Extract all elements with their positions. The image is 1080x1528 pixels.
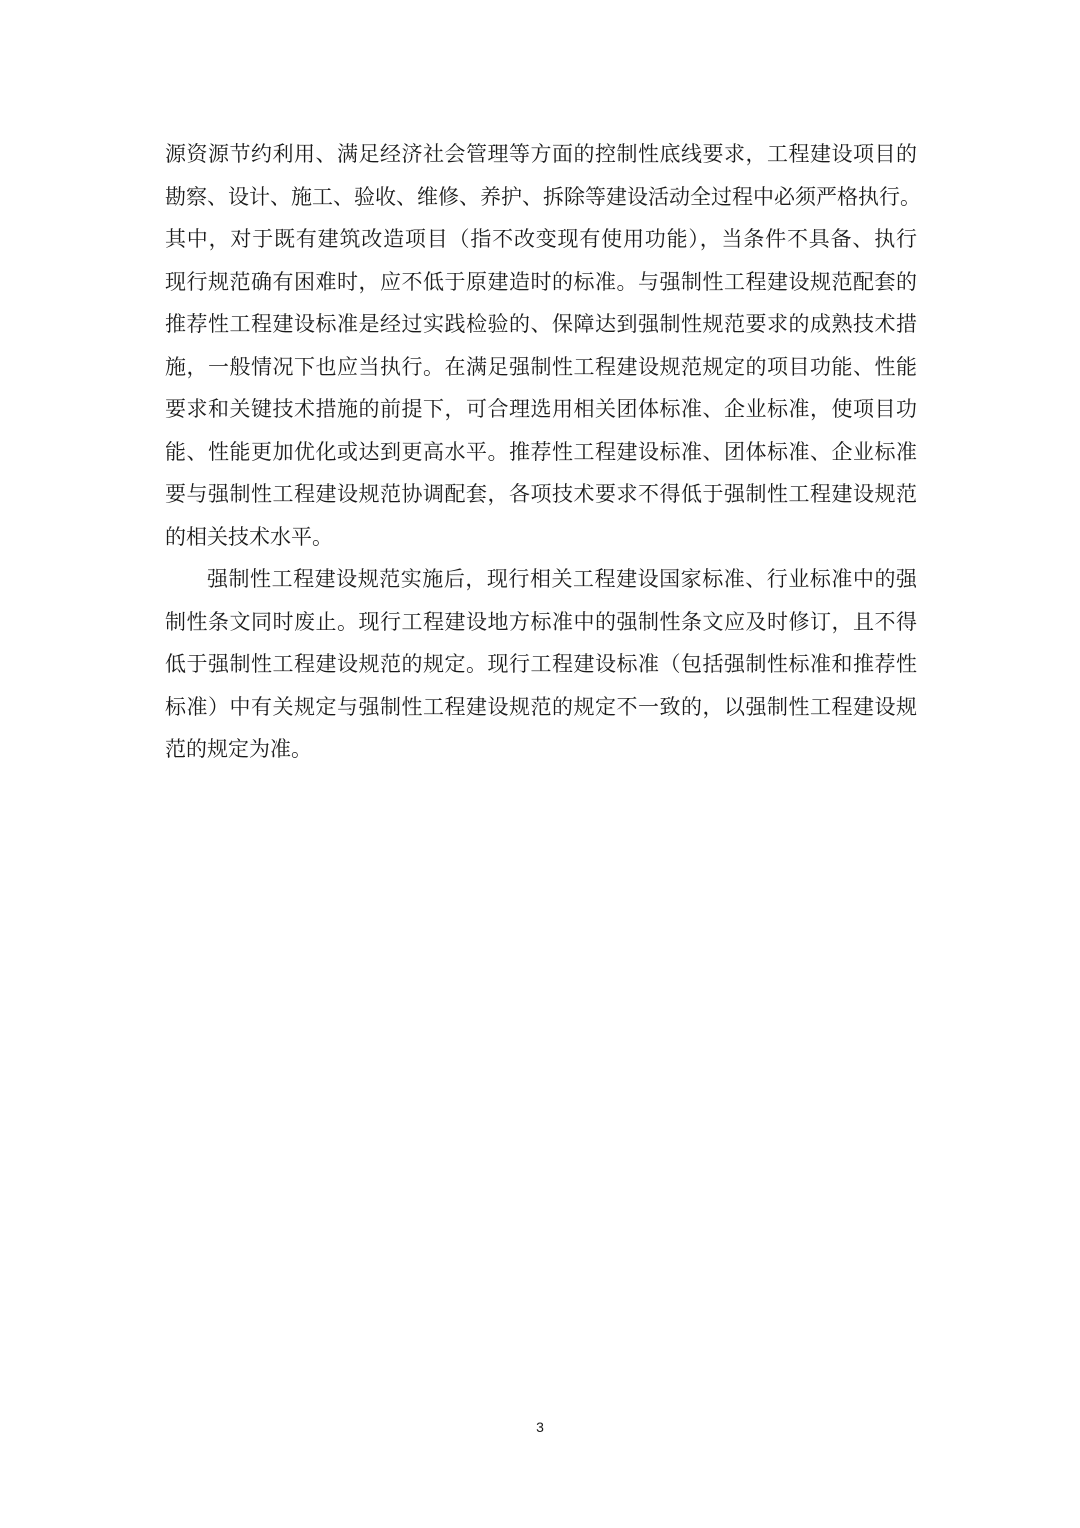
- text-line: 要与强制性工程建设规范协调配套，各项技术要求不得低于强制性工程建设规范: [165, 482, 917, 506]
- text-line: 施，一般情况下也应当执行。在满足强制性工程建设规范规定的项目功能、性能: [165, 354, 917, 379]
- text-line: 能、性能更加优化或达到更高水平。推荐性工程建设标准、团体标准、企业标准: [165, 439, 917, 464]
- paragraph-2: [165, 558, 917, 771]
- text-line: 范的规定为准。: [165, 737, 312, 761]
- paragraph-1: [165, 133, 921, 558]
- text-line: 低于强制性工程建设规范的规定。现行工程建设标准（包括强制性标准和推荐性: [165, 652, 917, 676]
- page-number: 3: [536, 1419, 544, 1435]
- text-line: 要求和关键技术措施的前提下，可合理选用相关团体标准、企业标准，使项目功: [165, 397, 917, 421]
- text-line: 的相关技术水平。: [165, 524, 333, 549]
- body-text: [165, 133, 921, 771]
- text-line: 制性条文同时废止。现行工程建设地方标准中的强制性条文应及时修订，且不得: [165, 609, 917, 634]
- text-line: 现行规范确有困难时，应不低于原建造时的标准。与强制性工程建设规范配套的: [165, 269, 917, 294]
- text-line: 标准）中有关规定与强制性工程建设规范的规定不一致的，以强制性工程建设规: [165, 694, 917, 719]
- text-line: 强制性工程建设规范实施后，现行相关工程建设国家标准、行业标准中的强: [207, 567, 917, 591]
- text-line: 其中，对于既有建筑改造项目（指不改变现有使用功能），当条件不具备、执行: [165, 227, 917, 251]
- text-line: 源资源节约利用、满足经济社会管理等方面的控制性底线要求，工程建设项目的: [165, 142, 917, 166]
- text-line: 勘察、设计、施工、验收、维修、养护、拆除等建设活动全过程中必须严格执行。: [165, 184, 921, 209]
- text-line: 推荐性工程建设标准是经过实践检验的、保障达到强制性规范要求的成熟技术措: [165, 312, 917, 336]
